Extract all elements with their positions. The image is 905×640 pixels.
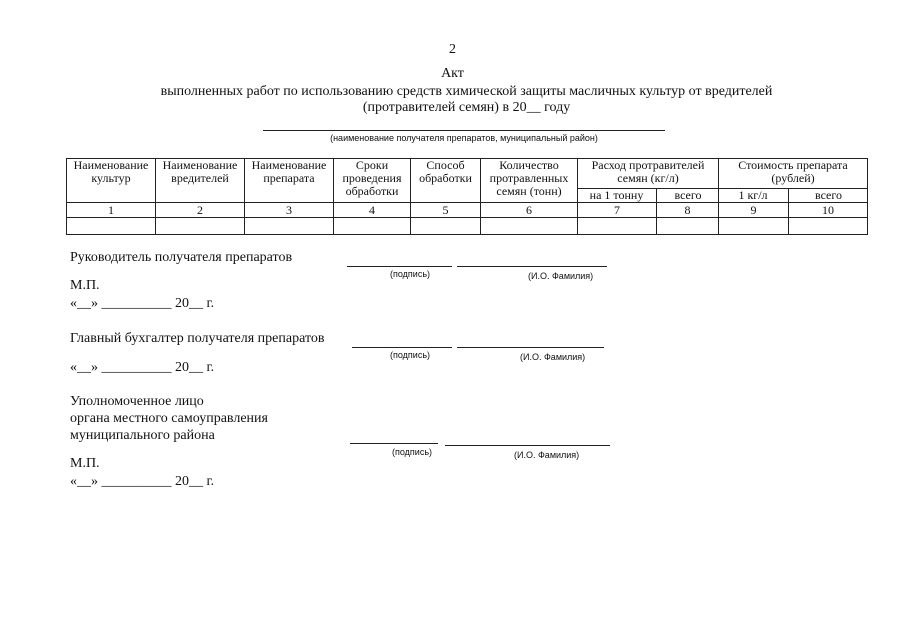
authorized-name-caption: (И.О. Фамилия)	[514, 450, 580, 460]
column-number: 3	[245, 203, 334, 218]
recipient-caption: (наименование получателя препаратов, муниципальный район)	[330, 133, 598, 143]
header-timing: Сроки проведения обработки	[334, 159, 411, 203]
table-cell[interactable]	[719, 218, 789, 235]
header-quantity: Количество протравленных семян (тонн)	[481, 159, 578, 203]
header-crop: Наименование культур	[67, 159, 156, 203]
accountant-signature-line[interactable]	[352, 347, 452, 348]
authorized-stamp-label: М.П.	[70, 456, 100, 471]
authorized-signature-caption: (подпись)	[392, 447, 433, 457]
authorized-label-line1: Уполномоченное лицо	[70, 394, 204, 409]
header-cost-per-unit: 1 кг/л	[718, 189, 789, 203]
column-number: 6	[481, 203, 578, 218]
column-number: 10	[789, 203, 868, 218]
head-name-line[interactable]	[457, 266, 607, 267]
table-cell[interactable]	[156, 218, 245, 235]
header-consumption-total: всего	[674, 188, 702, 202]
table-cell[interactable]	[578, 218, 657, 235]
recipient-name-line[interactable]	[263, 130, 665, 131]
header-consumption-per-ton: на 1 тонну	[577, 189, 657, 203]
column-number: 1	[67, 203, 156, 218]
stamp-label: М.П.	[70, 278, 100, 293]
column-number: 9	[719, 203, 789, 218]
accountant-name-caption: (И.О. Фамилия)	[520, 352, 586, 362]
header-consumption	[578, 159, 719, 203]
header-cost	[719, 159, 868, 203]
document-title: Акт	[441, 66, 464, 81]
header-cost-total: всего	[814, 188, 843, 202]
accountant-label: Главный бухгалтер получателя препаратов	[70, 331, 325, 346]
header-preparation: Наименование препарата	[245, 159, 334, 203]
header-pests: Наименование вредителей	[156, 159, 245, 203]
head-label: Руководитель получателя препаратов	[70, 250, 293, 265]
column-number: 8	[657, 203, 719, 218]
column-number: 7	[578, 203, 657, 218]
document-subtitle: выполненных работ по использованию средств химической защиты масличных культур от вредителей	[160, 84, 773, 99]
column-number: 2	[156, 203, 245, 218]
header-consumption-subcells	[577, 188, 719, 203]
head-signature-caption: (подпись)	[390, 269, 431, 279]
table-cell[interactable]	[481, 218, 578, 235]
header-method: Способ обработки	[411, 159, 481, 203]
head-signature-line[interactable]	[347, 266, 452, 267]
accountant-signature-caption: (подпись)	[390, 350, 431, 360]
table-cell[interactable]	[245, 218, 334, 235]
header-cost-subcells	[718, 188, 868, 203]
head-name-caption: (И.О. Фамилия)	[528, 271, 594, 281]
authorized-date[interactable]: «__» __________ 20__ г.	[70, 474, 215, 489]
authorized-name-line[interactable]	[445, 445, 610, 446]
table-cell[interactable]	[411, 218, 481, 235]
table-row[interactable]	[67, 218, 868, 235]
authorized-label-line3: муниципального района	[70, 428, 215, 443]
column-numbers-row	[67, 203, 868, 218]
document-subtitle-year: (протравителей семян) в 20__ году	[362, 100, 571, 115]
table-cell[interactable]	[334, 218, 411, 235]
works-table	[66, 158, 868, 235]
accountant-name-line[interactable]	[457, 347, 604, 348]
table-cell[interactable]	[67, 218, 156, 235]
header-cost-label: Стоимость препарата (рублей)	[738, 158, 848, 185]
column-number: 5	[411, 203, 481, 218]
page-number: 2	[449, 42, 456, 57]
head-date[interactable]: «__» __________ 20__ г.	[70, 296, 215, 311]
authorized-signature-line[interactable]	[350, 443, 438, 444]
column-number: 4	[334, 203, 411, 218]
table-cell[interactable]	[657, 218, 719, 235]
header-consumption-label: Расход протравителей семян (кг/л)	[591, 158, 705, 185]
table-cell[interactable]	[789, 218, 868, 235]
authorized-label-line2: органа местного самоуправления	[70, 411, 268, 426]
accountant-date[interactable]: «__» __________ 20__ г.	[70, 360, 215, 375]
